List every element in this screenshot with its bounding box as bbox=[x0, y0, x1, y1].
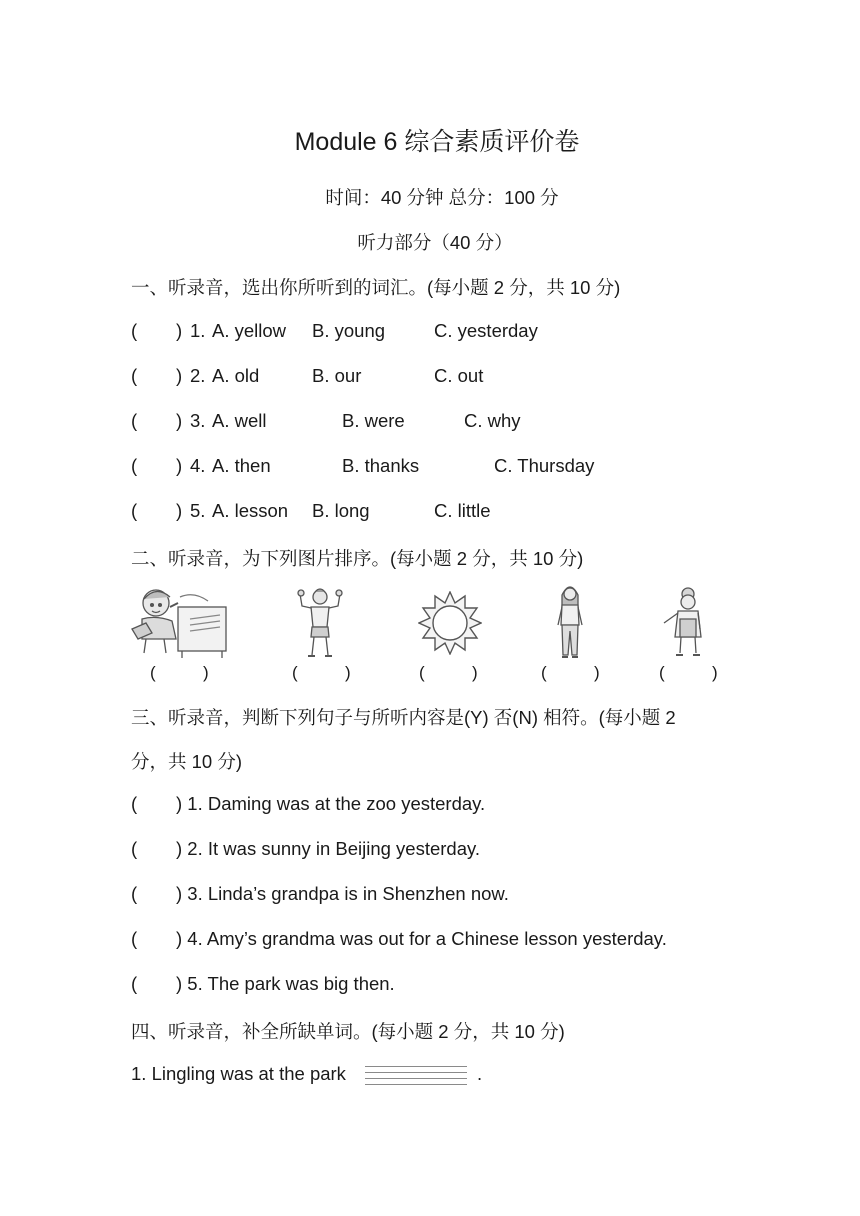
option-c: C. Thursday bbox=[494, 455, 595, 476]
boy-on-phone-icon bbox=[130, 585, 234, 661]
fill-blank-sentence: 1. Lingling was at the park bbox=[131, 1063, 346, 1084]
grandma-icon bbox=[660, 585, 710, 661]
answer-paren-close: ) bbox=[176, 410, 183, 431]
answer-paren-open[interactable]: ( bbox=[131, 928, 138, 949]
answer-paren-close: ) bbox=[176, 455, 183, 476]
option-b: B. thanks bbox=[342, 455, 420, 476]
judgment-sentence: ) 5. The park was big then. bbox=[176, 973, 395, 994]
section3-heading-cont: 分，共 10 分) bbox=[131, 751, 243, 772]
option-a: A. lesson bbox=[212, 500, 289, 521]
woman-standing-icon bbox=[552, 583, 588, 663]
answer-paren-open[interactable]: ( bbox=[131, 793, 138, 814]
judgment-row bbox=[0, 838, 860, 864]
answer-paren-open[interactable]: ( bbox=[131, 455, 138, 476]
judgment-sentence: ) 2. It was sunny in Beijing yesterday. bbox=[176, 838, 481, 859]
answer-paren-open[interactable]: ( bbox=[131, 883, 138, 904]
answer-paren-open[interactable]: ( bbox=[131, 500, 138, 521]
option-a: A. then bbox=[212, 455, 271, 476]
question-number: 1. bbox=[190, 320, 206, 341]
picture-paren[interactable]: ( ) bbox=[659, 663, 718, 682]
option-a: A. well bbox=[212, 410, 267, 431]
judgment-sentence: ) 3. Linda’s grandpa is in Shenzhen now. bbox=[176, 883, 509, 904]
question-row bbox=[0, 455, 860, 481]
judgment-sentence: ) 4. Amy’s grandma was out for a Chinese lesson yesterday. bbox=[176, 928, 667, 949]
judgment-row bbox=[0, 793, 860, 819]
strong-man-icon bbox=[293, 585, 347, 661]
listening-part-heading: 听力部分（40 分） bbox=[357, 232, 513, 253]
picture-paren[interactable]: ( ) bbox=[150, 663, 209, 682]
section4-heading: 四、听录音，补全所缺单词。(每小题 2 分，共 10 分) bbox=[131, 1021, 565, 1042]
answer-paren-open[interactable]: ( bbox=[131, 973, 138, 994]
question-number: 5. bbox=[190, 500, 206, 521]
option-b: B. our bbox=[312, 365, 362, 386]
fill-blank-row bbox=[0, 1063, 860, 1093]
judgment-row bbox=[0, 928, 860, 954]
judgment-sentence: ) 1. Daming was at the zoo yesterday. bbox=[176, 793, 486, 814]
option-b: B. young bbox=[312, 320, 386, 341]
answer-paren-open[interactable]: ( bbox=[131, 838, 138, 859]
option-c: C. yesterday bbox=[434, 320, 538, 341]
answer-paren-close: ) bbox=[176, 320, 183, 341]
question-row bbox=[0, 410, 860, 436]
answer-paren-open[interactable]: ( bbox=[131, 320, 138, 341]
time-info: 时间：40 分钟 总分：100 分 bbox=[325, 187, 559, 208]
option-c: C. little bbox=[434, 500, 491, 521]
question-row bbox=[0, 320, 860, 346]
answer-paren-close: ) bbox=[176, 500, 183, 521]
option-a: A. old bbox=[212, 365, 260, 386]
sentence-period: . bbox=[477, 1063, 483, 1084]
question-number: 2. bbox=[190, 365, 206, 386]
option-a: A. yellow bbox=[212, 320, 287, 341]
section1-heading: 一、听录音，选出你所听到的词汇。(每小题 2 分，共 10 分) bbox=[131, 277, 621, 298]
page-title: Module 6 综合素质评价卷 bbox=[294, 128, 580, 156]
picture-paren[interactable]: ( ) bbox=[419, 663, 478, 682]
answer-paren-close: ) bbox=[176, 365, 183, 386]
judgment-row bbox=[0, 973, 860, 999]
option-b: B. long bbox=[312, 500, 370, 521]
option-c: C. why bbox=[464, 410, 521, 431]
picture-paren[interactable]: ( ) bbox=[292, 663, 351, 682]
option-b: B. were bbox=[342, 410, 405, 431]
option-c: C. out bbox=[434, 365, 484, 386]
question-number: 4. bbox=[190, 455, 206, 476]
judgment-row bbox=[0, 883, 860, 909]
question-row bbox=[0, 500, 860, 526]
picture-paren[interactable]: ( ) bbox=[541, 663, 600, 682]
answer-paren-open[interactable]: ( bbox=[131, 365, 138, 386]
answer-paren-open[interactable]: ( bbox=[131, 410, 138, 431]
question-number: 3. bbox=[190, 410, 206, 431]
answer-blank[interactable] bbox=[365, 1063, 467, 1091]
sun-icon bbox=[418, 591, 482, 655]
section2-heading: 二、听录音，为下列图片排序。(每小题 2 分，共 10 分) bbox=[131, 548, 584, 569]
question-row bbox=[0, 365, 860, 391]
section3-heading: 三、听录音，判断下列句子与所听内容是(Y) 否(N) 相符。(每小题 2 bbox=[131, 707, 676, 728]
